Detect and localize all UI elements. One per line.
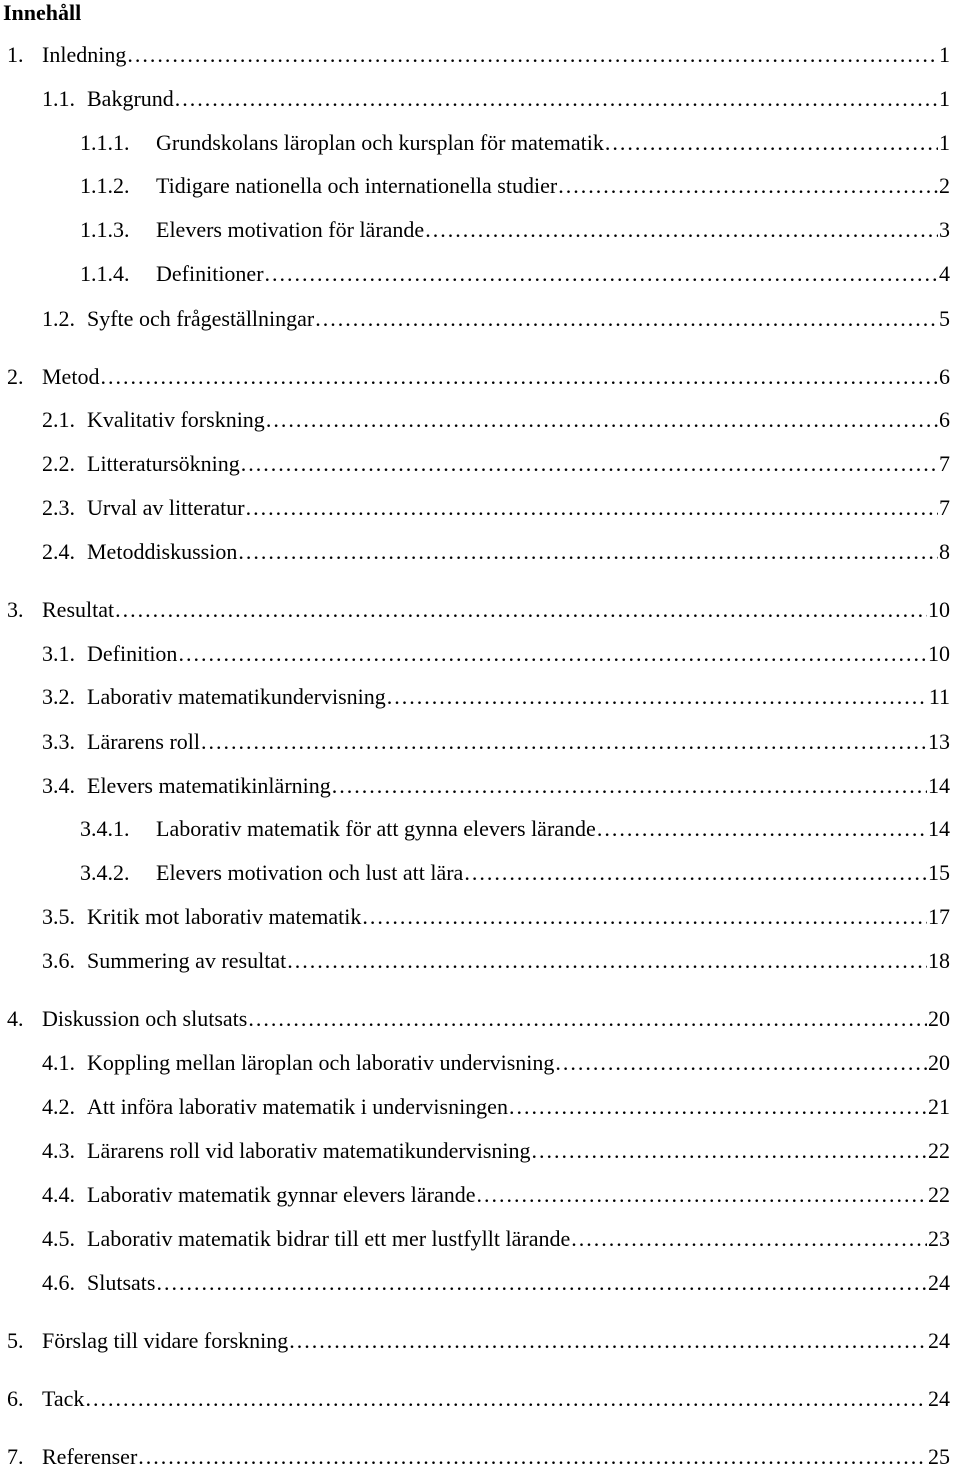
toc-entry-number: 1. — [7, 42, 24, 67]
toc-entry[interactable] — [7, 1443, 950, 1471]
toc-entry-number: 1.1.2. — [80, 173, 130, 198]
toc-entry-page-number: 2 — [939, 173, 950, 198]
toc-entry[interactable] — [42, 683, 950, 711]
toc-dot-leader — [571, 1225, 927, 1253]
toc-entry-label: Förslag till vidare forskning — [42, 1328, 289, 1353]
toc-dot-leader — [246, 494, 938, 522]
toc-entry-number: 1.1.1. — [80, 130, 130, 155]
toc-entry-page-number: 24 — [928, 1328, 950, 1353]
toc-entry-label: Definition — [87, 641, 178, 666]
toc-entry-number: 1.1. — [42, 86, 75, 111]
toc-entry[interactable] — [7, 1327, 950, 1355]
toc-entry-page-number: 13 — [928, 729, 950, 754]
toc-entry-number: 2.4. — [42, 539, 75, 564]
toc-entry-label: Tidigare nationella och internationella studier — [156, 173, 558, 198]
toc-entry-label: Inledning — [42, 42, 127, 67]
toc-entry-number: 1.1.3. — [80, 217, 130, 242]
toc-entry-label: Elevers motivation för lärande — [156, 217, 425, 242]
toc-entry-number: 3.1. — [42, 641, 75, 666]
toc-entry-page-number: 14 — [928, 816, 950, 841]
toc-entry-number: 3.4.2. — [80, 860, 130, 885]
toc-entry-label: Laborativ matematik för att gynna elevers lärande — [156, 816, 596, 841]
toc-entry[interactable] — [42, 1137, 950, 1165]
toc-dot-leader — [332, 772, 927, 800]
toc-entry-page-number: 3 — [939, 217, 950, 242]
toc-entry-number: 7. — [7, 1444, 24, 1469]
toc-entry-label: Lärarens roll vid laborativ matematikundervisning — [87, 1138, 531, 1163]
toc-entry-label: Diskussion och slutsats — [42, 1006, 248, 1031]
toc-entry-number: 3. — [7, 597, 24, 622]
toc-entry-label: Metoddiskussion — [87, 539, 238, 564]
toc-entry-page-number: 4 — [939, 261, 950, 286]
toc-dot-leader — [85, 1385, 927, 1413]
toc-entry-number: 4.4. — [42, 1182, 75, 1207]
toc-entry-label: Bakgrund — [87, 86, 174, 111]
toc-entry-number: 6. — [7, 1386, 24, 1411]
toc-entry[interactable] — [42, 1225, 950, 1253]
toc-entry[interactable] — [80, 859, 950, 887]
toc-entry-label: Att införa laborativ matematik i undervisningen — [87, 1094, 508, 1119]
toc-entry-label: Resultat — [42, 597, 115, 622]
toc-dot-leader — [597, 815, 927, 843]
toc-entry[interactable] — [42, 903, 950, 931]
toc-entry[interactable] — [7, 41, 950, 69]
toc-dot-leader — [248, 1005, 927, 1033]
toc-entry-page-number: 8 — [939, 539, 950, 564]
toc-entry-page-number: 6 — [939, 407, 950, 432]
toc-entry-page-number: 24 — [928, 1270, 950, 1295]
toc-entry[interactable] — [80, 815, 950, 843]
toc-entry-number: 2. — [7, 364, 24, 389]
toc-dot-leader — [127, 41, 938, 69]
toc-entry-label: Lärarens roll — [87, 729, 200, 754]
toc-entry[interactable] — [42, 450, 950, 478]
toc-dot-leader — [555, 1049, 927, 1077]
toc-dot-leader — [425, 216, 938, 244]
toc-entry-label: Elevers matematikinlärning — [87, 773, 331, 798]
toc-entry-page-number: 11 — [928, 684, 950, 709]
toc-entry-page-number: 23 — [928, 1226, 950, 1251]
toc-dot-leader — [509, 1093, 927, 1121]
toc-entry-page-number: 7 — [939, 451, 950, 476]
toc-entry-number: 4.2. — [42, 1094, 75, 1119]
toc-dot-leader — [464, 859, 927, 887]
toc-entry-number: 3.2. — [42, 684, 75, 709]
toc-entry[interactable] — [42, 494, 950, 522]
toc-entry-number: 3.4.1. — [80, 816, 130, 841]
toc-heading: Innehåll — [3, 0, 82, 25]
toc-entry-page-number: 22 — [928, 1138, 950, 1163]
toc-entry-page-number: 14 — [928, 773, 950, 798]
toc-entry-number: 3.6. — [42, 948, 75, 973]
toc-entry-page-number: 20 — [928, 1050, 950, 1075]
toc-entry-page-number: 6 — [939, 364, 950, 389]
toc-entry-number: 3.3. — [42, 729, 75, 754]
toc-entry-number: 3.5. — [42, 904, 75, 929]
toc-entry-label: Summering av resultat — [87, 948, 287, 973]
toc-entry-page-number: 18 — [928, 948, 950, 973]
toc-entry[interactable] — [42, 1049, 950, 1077]
toc-dot-leader — [289, 1327, 927, 1355]
toc-entry-label: Elevers motivation och lust att lära — [156, 860, 464, 885]
toc-entry[interactable] — [42, 728, 950, 756]
toc-entry-number: 4.5. — [42, 1226, 75, 1251]
toc-dot-leader — [532, 1137, 927, 1165]
toc-dot-leader — [241, 450, 938, 478]
toc-entry[interactable] — [42, 538, 950, 566]
toc-entry-page-number: 24 — [928, 1386, 950, 1411]
toc-entry-number: 4.3. — [42, 1138, 75, 1163]
toc-entry-page-number: 25 — [928, 1444, 950, 1469]
toc-entry-page-number: 20 — [928, 1006, 950, 1031]
toc-entry-label: Referenser — [42, 1444, 138, 1469]
toc-dot-leader — [100, 363, 938, 391]
toc-entry-page-number: 5 — [939, 306, 950, 331]
toc-dot-leader — [175, 85, 938, 113]
toc-entry[interactable] — [80, 129, 950, 157]
toc-dot-leader — [138, 1443, 927, 1471]
toc-entry-number: 5. — [7, 1328, 24, 1353]
toc-entry-number: 4. — [7, 1006, 24, 1031]
toc-entry[interactable] — [42, 85, 950, 113]
toc-entry[interactable] — [7, 1385, 950, 1413]
toc-entry[interactable] — [7, 1005, 950, 1033]
toc-dot-leader — [315, 305, 938, 333]
toc-entry-page-number: 22 — [928, 1182, 950, 1207]
toc-dot-leader — [287, 947, 927, 975]
toc-dot-leader — [266, 406, 938, 434]
toc-entry[interactable] — [7, 363, 950, 391]
toc-dot-leader — [156, 1269, 927, 1297]
toc-entry-number: 4.6. — [42, 1270, 75, 1295]
toc-entry-page-number: 17 — [928, 904, 950, 929]
toc-entry[interactable] — [42, 640, 950, 668]
toc-dot-leader — [362, 903, 927, 931]
toc-entry-page-number: 1 — [939, 130, 950, 155]
toc-dot-leader — [605, 129, 938, 157]
toc-entry-label: Syfte och frågeställningar — [87, 306, 315, 331]
toc-entry[interactable] — [42, 1269, 950, 1297]
toc-entry-label: Kvalitativ forskning — [87, 407, 265, 432]
toc-entry[interactable] — [42, 1093, 950, 1121]
toc-entry[interactable] — [42, 947, 950, 975]
toc-entry-page-number: 15 — [928, 860, 950, 885]
toc-entry-number: 2.3. — [42, 495, 75, 520]
toc-entry-label: Metod — [42, 364, 100, 389]
toc-entry-label: Kritik mot laborativ matematik — [87, 904, 362, 929]
toc-dot-leader — [558, 172, 938, 200]
toc-entry[interactable] — [80, 172, 950, 200]
toc-entry-label: Laborativ matematikundervisning — [87, 684, 386, 709]
toc-entry-label: Definitioner — [156, 261, 264, 286]
toc-dot-leader — [238, 538, 938, 566]
toc-entry-label: Slutsats — [87, 1270, 156, 1295]
toc-entry[interactable] — [80, 216, 950, 244]
toc-entry-number: 1.2. — [42, 306, 75, 331]
toc-entry-label: Urval av litteratur — [87, 495, 245, 520]
toc-entry[interactable] — [42, 772, 950, 800]
toc-entry-number: 3.4. — [42, 773, 75, 798]
toc-dot-leader — [265, 260, 938, 288]
toc-entry-label: Koppling mellan läroplan och laborativ undervisning — [87, 1050, 555, 1075]
toc-dot-leader — [178, 640, 927, 668]
toc-entry-label: Grundskolans läroplan och kursplan för matematik — [156, 130, 604, 155]
toc-entry-label: Laborativ matematik gynnar elevers lärande — [87, 1182, 476, 1207]
toc-entry-page-number: 10 — [928, 641, 950, 666]
toc-dot-leader — [115, 596, 927, 624]
toc-entry[interactable] — [7, 596, 950, 624]
toc-entry-page-number: 21 — [928, 1094, 950, 1119]
toc-entry[interactable] — [42, 305, 950, 333]
toc-dot-leader — [387, 683, 928, 711]
toc-dot-leader — [201, 728, 927, 756]
toc-entry-number: 2.1. — [42, 407, 75, 432]
toc-dot-leader — [477, 1181, 928, 1209]
toc-entry[interactable] — [42, 406, 950, 434]
toc-entry[interactable] — [42, 1181, 950, 1209]
toc-entry[interactable] — [80, 260, 950, 288]
toc-entry-page-number: 10 — [928, 597, 950, 622]
toc-entry-number: 2.2. — [42, 451, 75, 476]
toc-entry-page-number: 1 — [939, 86, 950, 111]
toc-entry-label: Tack — [42, 1386, 85, 1411]
toc-entry-number: 1.1.4. — [80, 261, 130, 286]
toc-entry-label: Laborativ matematik bidrar till ett mer lustfyllt lärande — [87, 1226, 571, 1251]
toc-entry-number: 4.1. — [42, 1050, 75, 1075]
toc-entry-page-number: 7 — [939, 495, 950, 520]
toc-entry-page-number: 1 — [939, 42, 950, 67]
toc-entry-label: Litteratursökning — [87, 451, 240, 476]
